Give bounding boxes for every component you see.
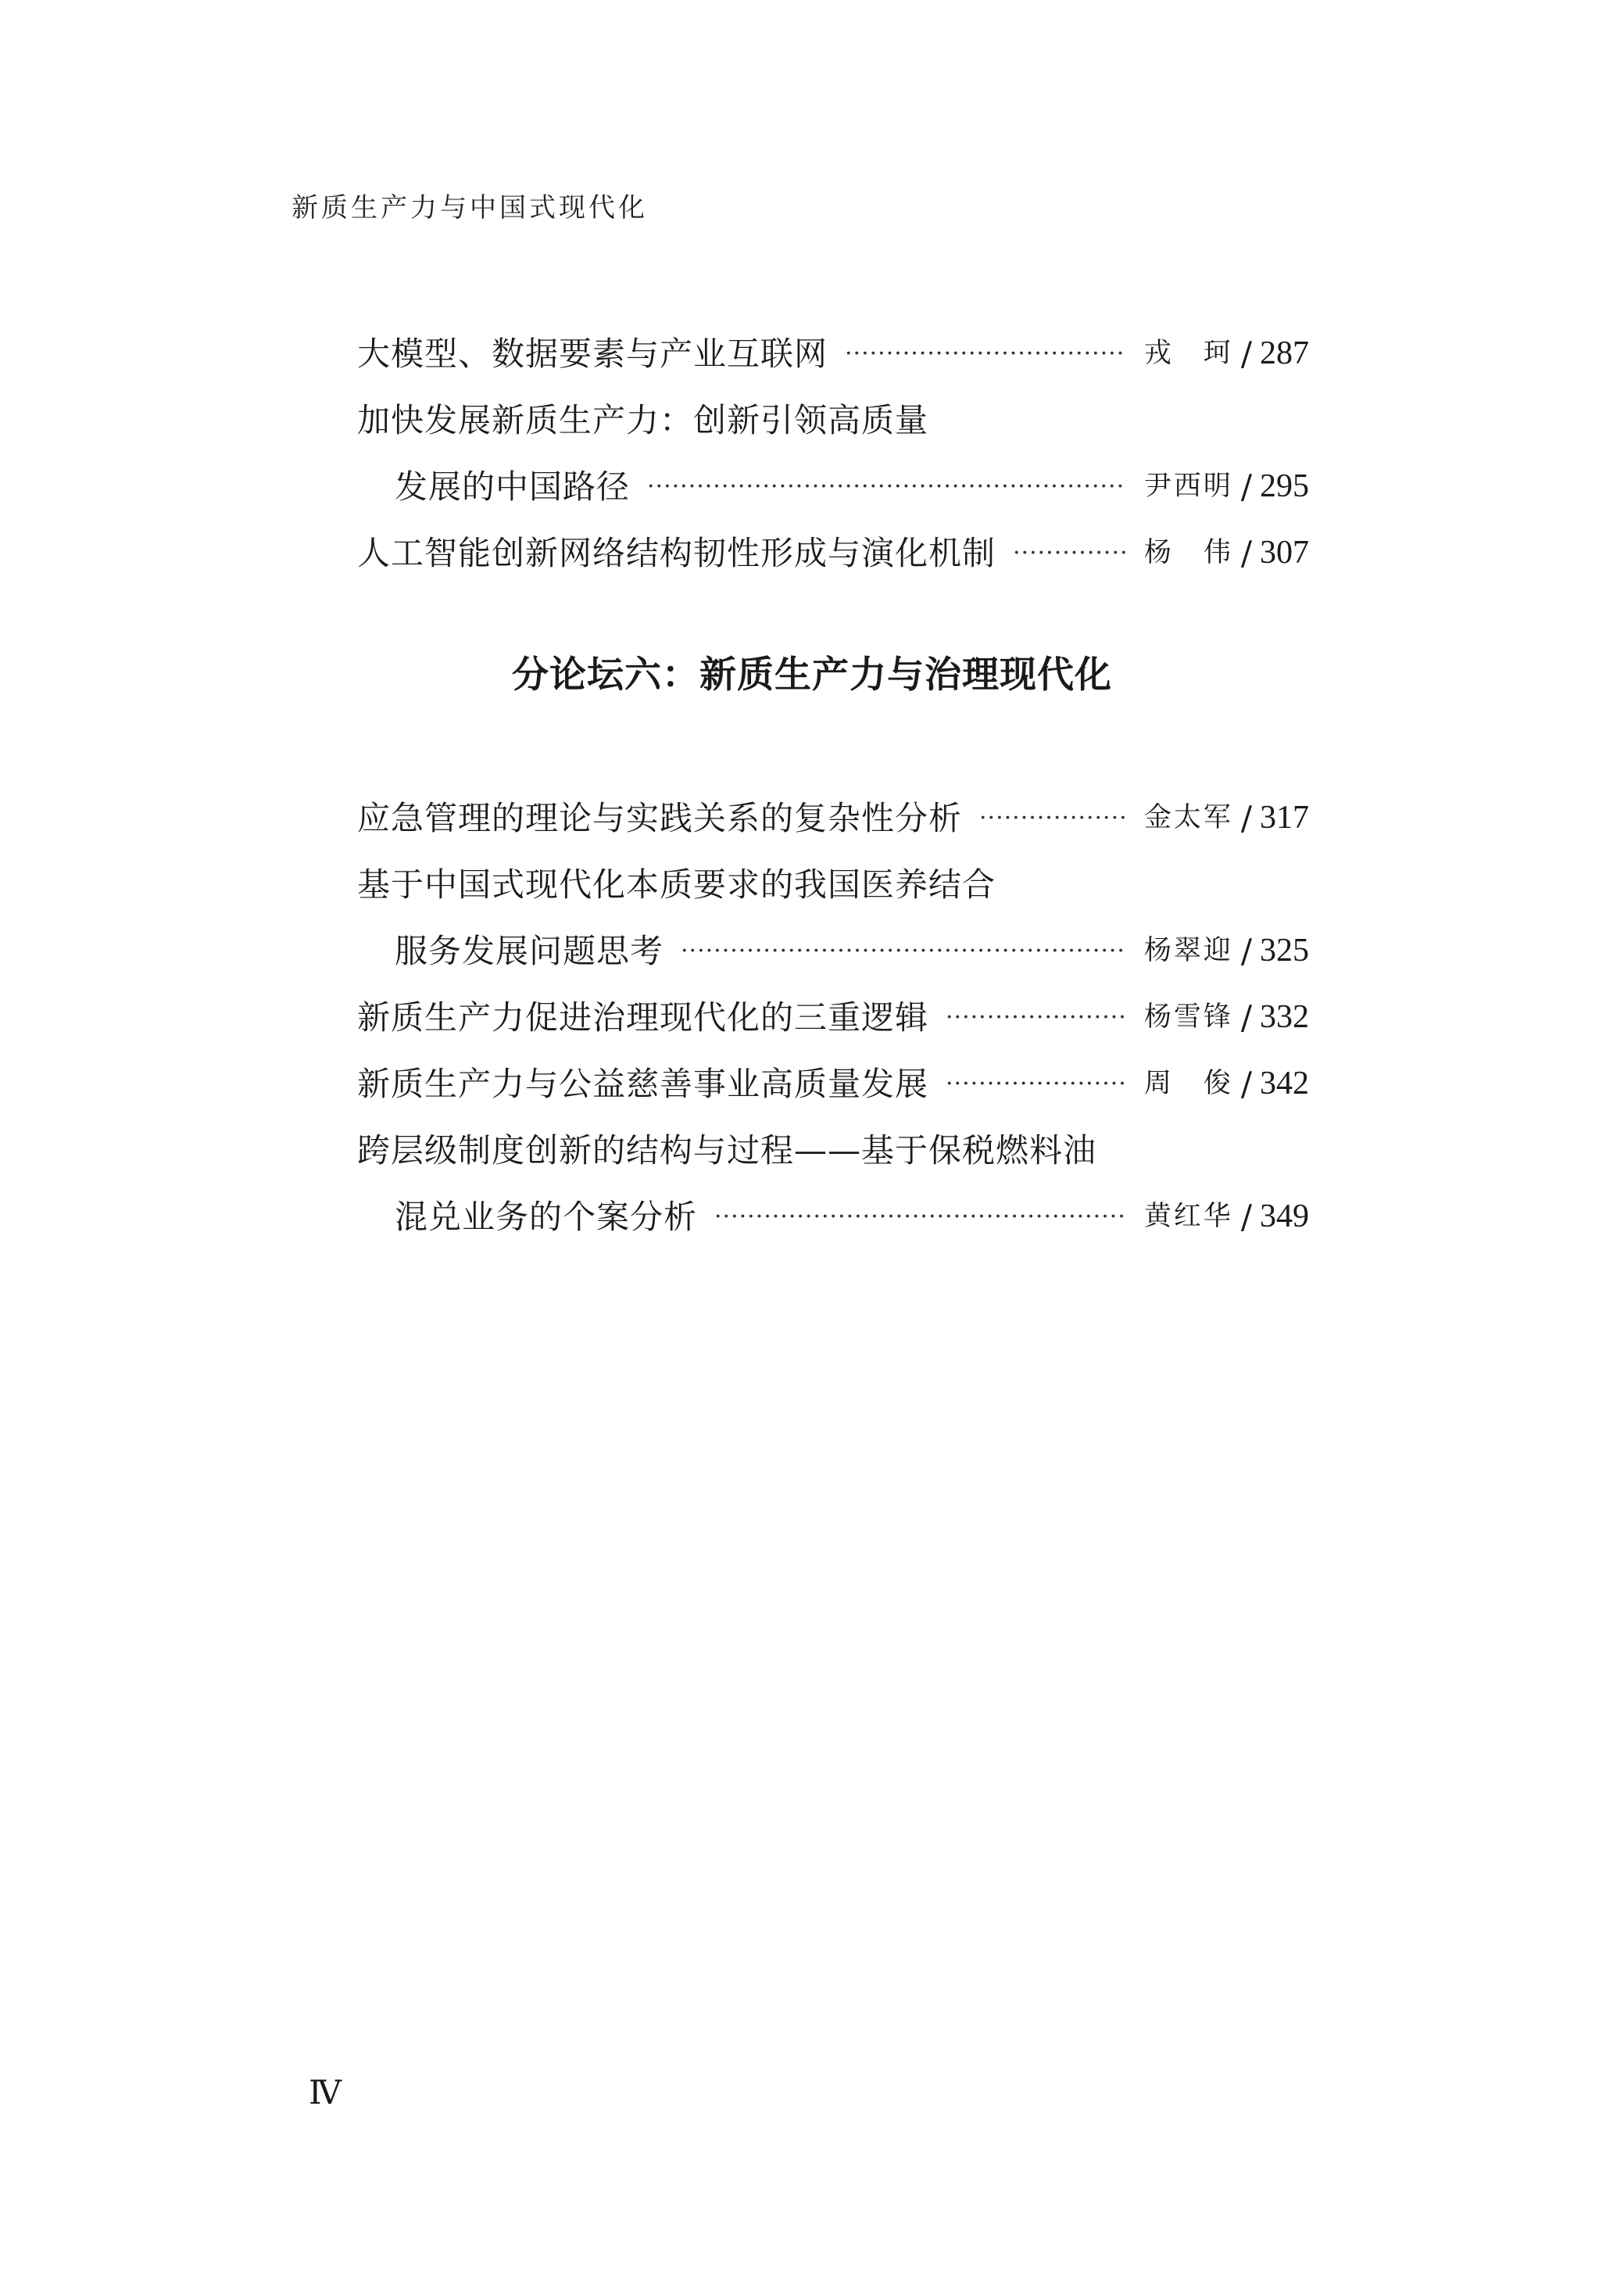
toc-entry-continuation[interactable] bbox=[357, 918, 1309, 984]
toc-entry-page: 307 bbox=[1260, 535, 1309, 571]
toc-entry-title: 新质生产力促进治理现代化的三重逻辑 bbox=[357, 998, 929, 1037]
toc-separator: / bbox=[1240, 1198, 1252, 1236]
toc-entry-title: 混兑业务的个案分析 bbox=[395, 1198, 698, 1236]
toc-entry-author: 杨雪锋 bbox=[1143, 1001, 1233, 1033]
toc-entry-title: 应急管理的理论与实践关系的复杂性分析 bbox=[357, 799, 963, 837]
toc-entry[interactable] bbox=[357, 387, 1309, 453]
toc-entry[interactable] bbox=[357, 1051, 1309, 1117]
toc-entry-author: 周 俊 bbox=[1143, 1068, 1233, 1099]
toc-entry-title: 发展的中国路径 bbox=[395, 467, 631, 506]
toc-entry[interactable] bbox=[357, 984, 1309, 1051]
toc-entry-author: 杨翠迎 bbox=[1143, 935, 1233, 966]
toc-entry-page: 332 bbox=[1260, 999, 1309, 1035]
toc-entry[interactable] bbox=[357, 785, 1309, 851]
toc-dot-leader bbox=[845, 321, 1127, 387]
toc-dot-leader bbox=[946, 984, 1127, 1051]
toc-separator: / bbox=[1240, 534, 1252, 572]
toc-entry[interactable] bbox=[357, 520, 1309, 586]
toc-entry-continuation[interactable] bbox=[357, 1184, 1309, 1250]
toc-section-1 bbox=[357, 321, 1309, 586]
toc-dot-leader bbox=[946, 1051, 1127, 1117]
toc-entry-title: 服务发展问题思考 bbox=[395, 932, 664, 970]
section-heading: 分论坛六：新质生产力与治理现代化 bbox=[512, 654, 1112, 697]
toc-entry-page: 287 bbox=[1260, 335, 1309, 371]
toc-entry-author: 金太军 bbox=[1143, 802, 1233, 833]
toc-section-2 bbox=[357, 785, 1309, 1250]
toc-separator: / bbox=[1240, 467, 1252, 506]
toc-dot-leader bbox=[681, 918, 1127, 984]
toc-dot-leader bbox=[979, 785, 1127, 851]
page-number: Ⅳ bbox=[309, 2076, 342, 2112]
toc-entry-page: 342 bbox=[1260, 1066, 1309, 1101]
toc-separator: / bbox=[1240, 932, 1252, 970]
toc-entry[interactable] bbox=[357, 851, 1309, 918]
toc-entry-author: 黄红华 bbox=[1143, 1201, 1233, 1232]
toc-entry-page: 349 bbox=[1260, 1198, 1309, 1234]
toc-entry-title: 人工智能创新网络结构韧性形成与演化机制 bbox=[357, 534, 996, 572]
toc-dot-leader bbox=[714, 1184, 1127, 1250]
toc-separator: / bbox=[1240, 799, 1252, 837]
toc-entry[interactable] bbox=[357, 321, 1309, 387]
toc-entry-title: 跨层级制度创新的结构与过程——基于保税燃料油 bbox=[357, 1131, 1097, 1170]
toc-dot-leader bbox=[1013, 520, 1127, 586]
toc-entry-author: 戎 珂 bbox=[1143, 338, 1233, 369]
toc-entry[interactable] bbox=[357, 1117, 1309, 1184]
toc-entry-title: 大模型、数据要素与产业互联网 bbox=[357, 335, 828, 373]
toc-separator: / bbox=[1240, 998, 1252, 1037]
toc-separator: / bbox=[1240, 1065, 1252, 1103]
running-header: 新质生产力与中国式现代化 bbox=[292, 192, 648, 224]
toc-entry-title: 基于中国式现代化本质要求的我国医养结合 bbox=[357, 865, 996, 904]
toc-entry-author: 杨 伟 bbox=[1143, 537, 1233, 568]
toc-entry-page: 325 bbox=[1260, 933, 1309, 969]
toc-entry-title: 新质生产力与公益慈善事业高质量发展 bbox=[357, 1065, 929, 1103]
toc-dot-leader bbox=[647, 453, 1127, 520]
toc-entry-page: 295 bbox=[1260, 468, 1309, 504]
toc-entry-continuation[interactable] bbox=[357, 453, 1309, 520]
toc-entry-author: 尹西明 bbox=[1143, 471, 1233, 502]
toc-entry-page: 317 bbox=[1260, 800, 1309, 836]
toc-separator: / bbox=[1240, 335, 1252, 373]
toc-entry-title: 加快发展新质生产力：创新引领高质量 bbox=[357, 401, 929, 439]
